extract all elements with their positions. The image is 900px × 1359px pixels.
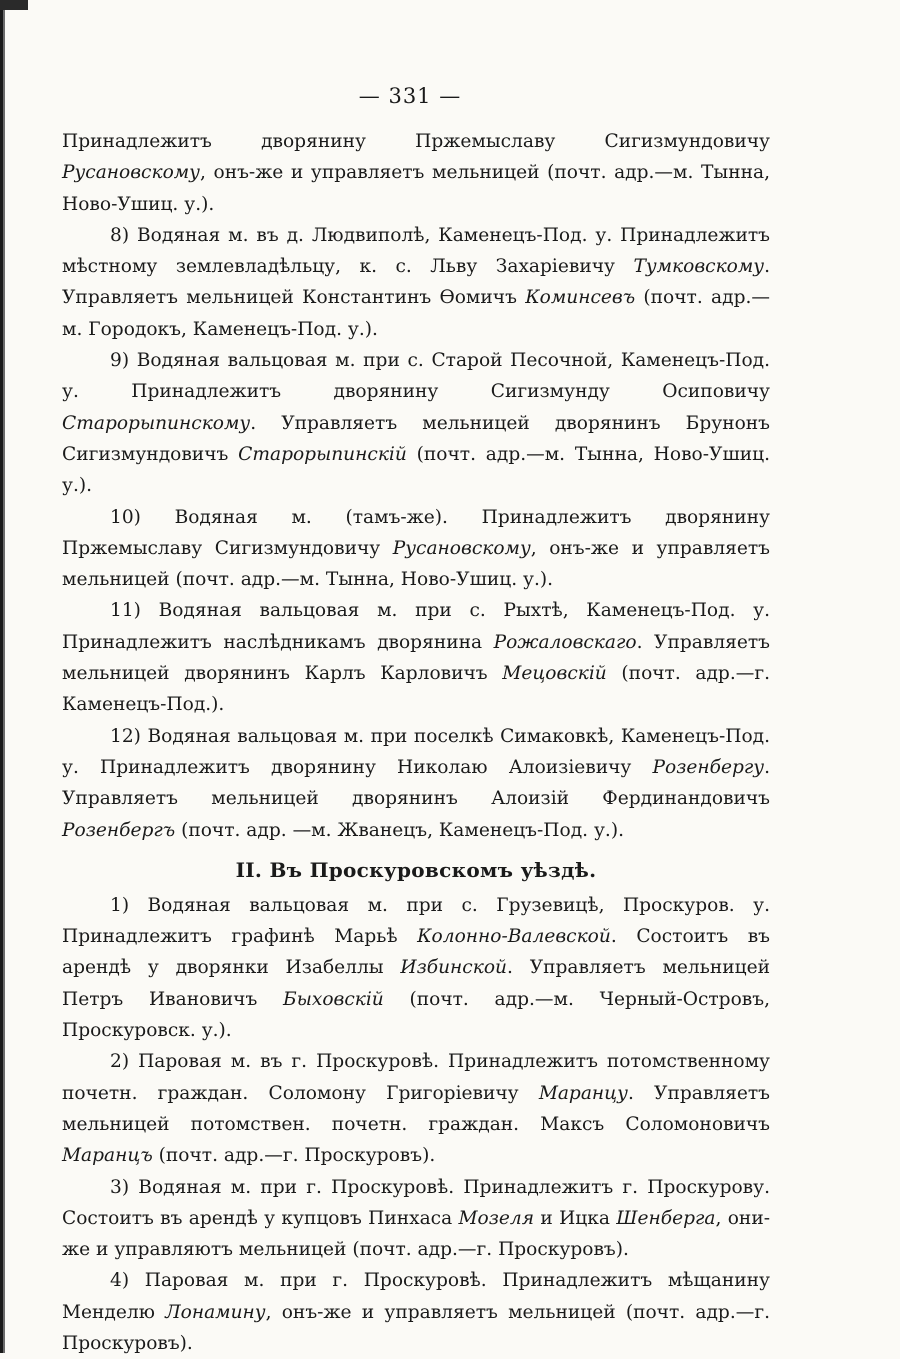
text-paragraph — [62, 1046, 770, 1171]
paragraph-text: . Состоитъ въ арендѣ у дворянки Изабеллы — [62, 926, 770, 979]
paragraph-text: 9) Водяная вальцовая м. при с. Старой Песочной, Каменецъ-Под. у. Принадлежитъ дворянину Сигизмунду Осиповичу — [62, 350, 770, 403]
paragraph-text: 8) Водяная м. въ д. Людвиполѣ, Каменецъ-Под. у. Принадлежитъ мѣстному землевладѣльцу, к. с. Льву Захаріевичу — [62, 224, 770, 278]
text-paragraph — [62, 345, 770, 501]
surname-italic: Избинской — [400, 957, 507, 979]
surname-italic: Рожаловскаго — [493, 631, 637, 653]
paragraph-text: , они-же и управляютъ мельницей (почт. адр.—г. Проскуровъ). — [62, 1207, 770, 1261]
surname-italic: Колонно-Валевской — [417, 926, 611, 948]
text-paragraph — [62, 721, 770, 846]
paragraph-text: , онъ-же и управляетъ мельницей (почт. адр.—г. Проскуровъ). — [62, 1301, 770, 1354]
text-paragraph — [62, 502, 770, 596]
paragraph-text: II. Въ Проскуровскомъ уѣздѣ. — [235, 857, 597, 882]
scan-corner-mark — [0, 0, 28, 10]
paragraph-text: (почт. адр.—м. Черный-Островъ, Проскуровск. у.). — [62, 988, 770, 1042]
surname-italic: Розенбергъ — [62, 819, 176, 841]
surname-italic: Маранцъ — [62, 1145, 153, 1167]
paragraph-text: 3) Водяная м. при г. Проскуровѣ. Принадлежитъ г. Проскурову. Состоитъ въ арендѣ у купцовъ Пинхаса — [62, 1176, 770, 1229]
surname-italic: Русановскому — [62, 162, 200, 184]
paragraph-text: (почт. адр.—г. Каменецъ-Под.). — [62, 663, 770, 716]
paragraph-text: (почт. адр.—м. Городокъ, Каменецъ-Под. у.). — [62, 287, 770, 340]
surname-italic: Старорыпинскому — [62, 412, 251, 434]
paragraph-text: . Управляетъ мельницей дворянинъ Алоизій Фердинандовичъ — [62, 756, 770, 810]
surname-italic: Маранцу — [538, 1082, 628, 1104]
text-paragraph — [62, 220, 770, 345]
paragraph-text: (почт. адр.—г. Проскуровъ). — [152, 1145, 436, 1167]
paragraph-text: . Управляетъ мельницей Петръ Ивановичъ — [62, 957, 770, 1010]
paragraph-text: 4) Паровая м. при г. Проскуровѣ. Принадлежитъ мѣщанину Менделю — [62, 1270, 770, 1323]
paragraph-text: . Управляетъ мельницей дворянинъ Карлъ Карловичъ — [62, 631, 770, 685]
paragraph-text: . Управляетъ мельницей потомствен. почетн. граждан. Максъ Соломоновичъ — [62, 1082, 770, 1135]
paragraph-text: , онъ-же и управляетъ мельницей (почт. адр.—м. Тынна, Ново-Ушиц. у.). — [62, 537, 770, 591]
surname-italic: Розенбергу — [652, 756, 765, 778]
section-heading — [62, 854, 770, 886]
text-paragraph — [62, 1265, 770, 1359]
paragraph-text: (почт. адр.—м. Тынна, Ново-Ушиц. у.). — [62, 443, 771, 497]
paragraph-text: , онъ-же и управляетъ мельницей (почт. адр.—м. Тынна, Ново-Ушиц. у.). — [62, 162, 770, 215]
scan-binding-edge — [0, 0, 10, 1353]
paragraph-text: 2) Паровая м. въ г. Проскуровѣ. Принадлежитъ потомственному почетн. граждан. Соломону Григоріевичу — [62, 1051, 770, 1104]
surname-italic: Лонамину — [165, 1301, 266, 1323]
text-paragraph — [62, 595, 770, 720]
body-text — [62, 126, 770, 1359]
paragraph-text: 1) Водяная вальцовая м. при с. Грузевицѣ, Проскуров. у. Принадлежитъ графинѣ Марьѣ — [62, 894, 770, 948]
surname-italic: Русановскому — [392, 537, 531, 559]
paragraph-text: (почт. адр. —м. Жванецъ, Каменецъ-Под. у.). — [175, 819, 624, 841]
surname-italic: Быховскій — [283, 988, 384, 1010]
paragraph-text: . Управляетъ мельницей дворянинъ Брунонъ Сигизмундовичъ — [62, 412, 770, 465]
surname-italic: Мецовскій — [502, 663, 607, 685]
paragraph-text: 10) Водяная м. (тамъ-же). Принадлежитъ дворянину Пржемыславу Сигизмундовичу — [62, 506, 770, 559]
text-paragraph — [62, 126, 770, 220]
surname-italic: Тумковскому — [633, 256, 765, 278]
surname-italic: Шенберга — [616, 1207, 716, 1229]
surname-italic: Мозеля — [458, 1207, 535, 1229]
text-paragraph — [62, 890, 770, 1046]
paragraph-text: 12) Водяная вальцовая м. при поселкѣ Симаковкѣ, Каменецъ-Под. у. Принадлежитъ дворянину Николаю Алоизіевичу — [62, 725, 770, 778]
page-number: — 331 — — [358, 84, 462, 108]
paragraph-text: 11) Водяная вальцовая м. при с. Рыхтѣ, Каменецъ-Под. у. Принадлежитъ наслѣдникамъ дворянина — [62, 600, 770, 653]
paragraph-text: . Управляетъ мельницей Константинъ Ѳомичъ — [62, 256, 770, 309]
surname-italic: Коминсевъ — [525, 287, 636, 309]
paragraph-text: и Ицка — [534, 1207, 617, 1229]
paragraph-text: Принадлежитъ дворянину Пржемыславу Сигизмундовичу — [62, 131, 770, 152]
text-paragraph — [62, 1172, 770, 1266]
surname-italic: Старорыпинскій — [238, 443, 407, 465]
